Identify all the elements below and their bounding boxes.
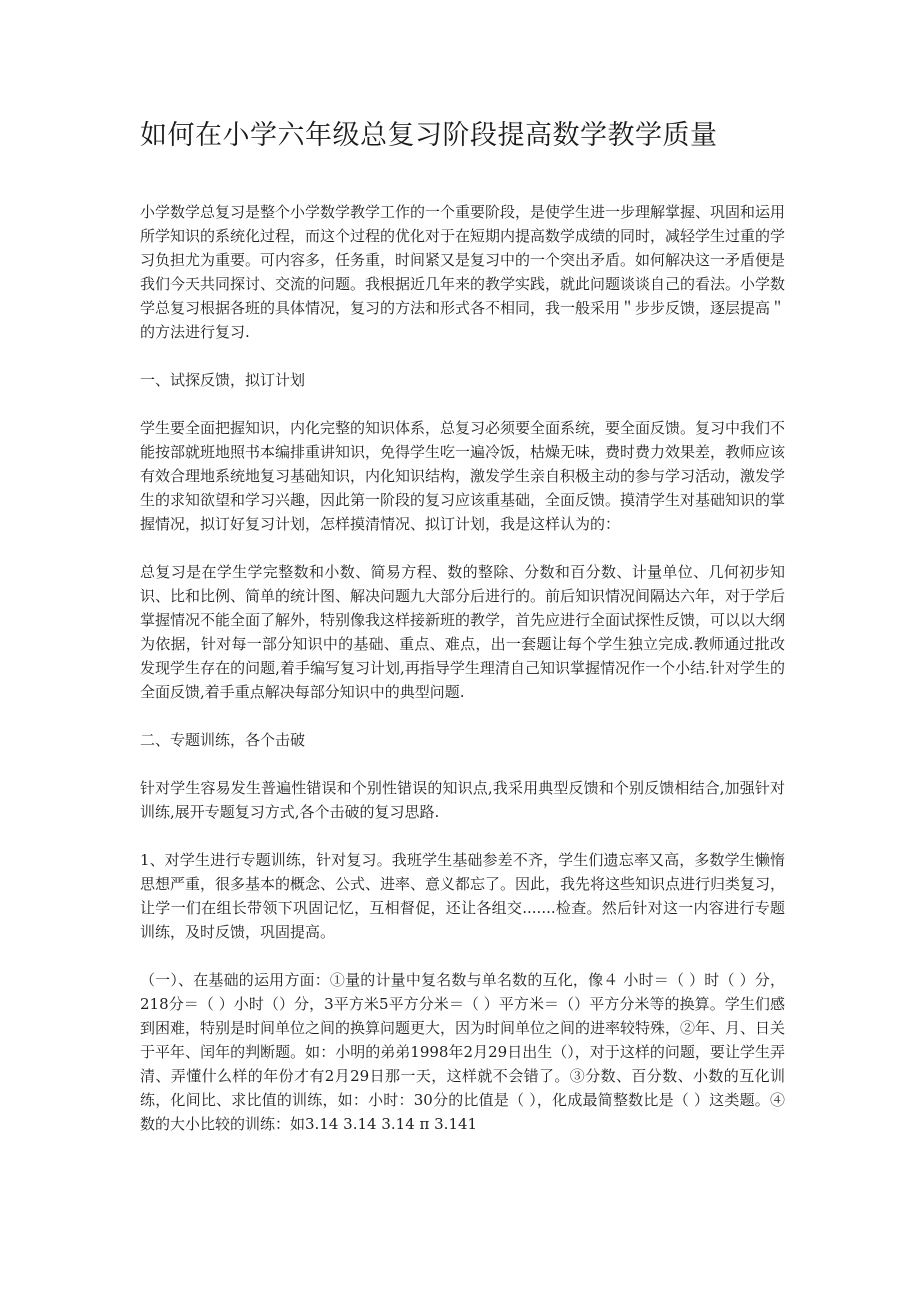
paragraph-section-1-b: 总复习是在学生学完整数和小数、简易方程、数的整除、分数和百分数、计量单位、几何初步知识、比和比例、简单的统计图、解决问题九大部分后进行的。前后知识情况间隔达六年，对于学后掌握情况不能全面了解外，特别像我这样接新班的教学，首先应进行全面试探性反馈，可以以大纲为依据，针对每一部分知识中的基础、重点、难点，出一套题让每个学生独立完成.教师通过批改发现学生存在的问题,着手编写复习计划,再指导学生理清自己知识掌握情况作一个小结.针对学生的全面反馈,着手重点解决每部分知识中的典型问题. — [140, 563, 786, 701]
section-heading-2: 二、专题训练，各个击破 — [140, 731, 306, 749]
document-title: 如何在小学六年级总复习阶段提高数学教学质量 — [140, 120, 718, 151]
paragraph-section-2-a: 针对学生容易发生普遍性错误和个别性错误的知识点,我采用典型反馈和个别反馈相结合,加强针对训练,展开专题复习方式,各个击破的复习思路. — [140, 779, 785, 821]
paragraph-section-2-c: （一）、在基础的运用方面：①量的计量中复名数与单名数的互化，像４ 小时＝（ ）时（ ）分，218分＝（ ）小时（）分，3平方米5平方分米＝（ ）平方米＝（）平方分米等的换算。学生们感到困难，特别是时间单位之间的换算问题更大，因为时间单位之间的进率较特殊，②年、月、日关于平年、闰年的判断题。如：小明的弟弟1998年2月29日出生（），对于这样的问题，要让学生弄清、弄懂什么样的年份才有2月29日那一天，这样就不会错了。③分数、百分数、小数的互化训练，化间比、求比值的训练，如：小时：30分的比值是（ ），化成最简整数比是（ ）这类题。④数的大小比较的训练：如3.14 3.14 3.14 π 3.141 — [140, 971, 786, 1133]
paragraph-section-1-a: 学生要全面把握知识，内化完整的知识体系，总复习必须要全面系统，要全面反馈。复习中我们不能按部就班地照书本编排重讲知识，免得学生吃一遍冷饭，枯燥无味，费时费力效果差，教师应该有效合理地系统地复习基础知识，内化知识结构，激发学生亲自积极主动的参与学习活动，激发学生的求知欲望和学习兴趣，因此第一阶段的复习应该重基础，全面反馈。摸清学生对基础知识的掌握情况，拟订好复习计划，怎样摸清情况、拟订计划，我是这样认为的： — [140, 419, 786, 533]
paragraph-section-2-b: 1、对学生进行专题训练，针对复习。我班学生基础参差不齐，学生们遗忘率又高，多数学生懒惰思想严重，很多基本的概念、公式、进率、意义都忘了。因此，我先将这些知识点进行归类复习，让学一们在组长带领下巩固记忆，互相督促，还让各组交.......检查。然后针对这一内容进行专题训练，及时反馈，巩固提高。 — [140, 851, 786, 941]
section-heading-1: 一、试探反馈，拟订计划 — [140, 371, 306, 389]
document-body — [140, 200, 785, 1136]
paragraph-intro: 小学数学总复习是整个小学数学教学工作的一个重要阶段，是使学生进一步理解掌握、巩固和运用所学知识的系统化过程，而这个过程的优化对于在短期内提高数学成绩的同时，减轻学生过重的学习负担尤为重要。可内容多，任务重，时间紧又是复习中的一个突出矛盾。如何解决这一矛盾便是我们今天共同探讨、交流的问题。我根据近几年来的教学实践，就此问题谈谈自己的看法。小学数学总复习根据各班的具体情况，复习的方法和形式各不相同，我一般采用＂步步反馈，逐层提高＂的方法进行复习. — [140, 203, 786, 341]
